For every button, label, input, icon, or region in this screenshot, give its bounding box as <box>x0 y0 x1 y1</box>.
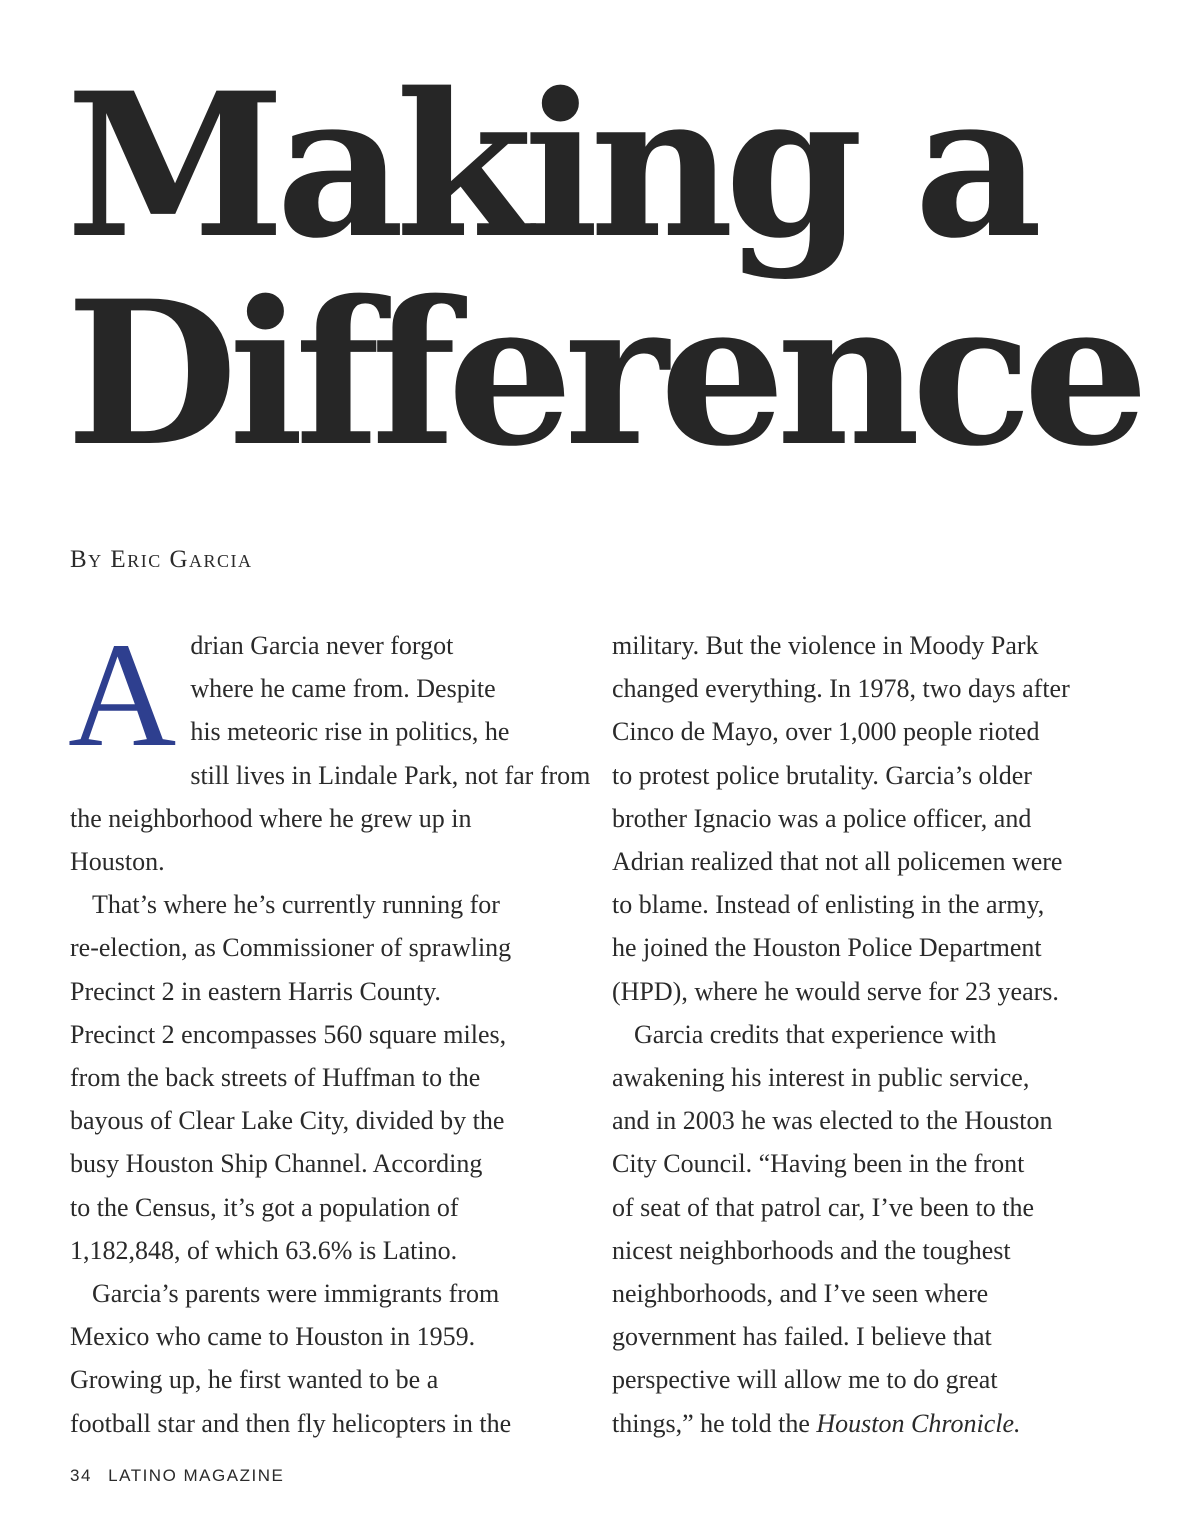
text-line: Mexico who came to Houston in 1959. <box>70 1322 476 1352</box>
text-fragment: things,” he told the <box>612 1408 817 1438</box>
headline-line-2: Difference <box>66 257 1141 490</box>
page-footer <box>70 1466 284 1486</box>
text-line: re-election, as Commissioner of sprawling <box>70 933 512 963</box>
text-line: 1,182,848, of which 63.6% is Latino. <box>70 1235 458 1265</box>
text-line: to the Census, it’s got a population of <box>70 1192 459 1222</box>
text-line: City Council. “Having been in the front <box>612 1149 1025 1179</box>
text-line: awakening his interest in public service, <box>612 1063 1030 1093</box>
text-line: military. But the violence in Moody Park <box>612 631 1039 660</box>
article-column-right <box>612 624 1132 1445</box>
text-line: Houston. <box>70 847 165 877</box>
text-line: still lives in Lindale Park, not far from <box>190 760 591 790</box>
paragraph <box>70 1272 570 1445</box>
text-line: neighborhoods, and I’ve seen where <box>612 1279 989 1309</box>
text-line: perspective will allow me to do great <box>612 1365 998 1395</box>
byline: By Eric Garcia <box>70 546 253 573</box>
text-line: changed everything. In 1978, two days after <box>612 674 1070 704</box>
text-line: from the back streets of Huffman to the <box>70 1063 481 1093</box>
page-number: 34 <box>70 1466 92 1485</box>
publication-name: Houston Chronicle. <box>816 1408 1021 1438</box>
text-line: Precinct 2 in eastern Harris County. <box>70 976 441 1006</box>
text-line: drian Garcia never forgot <box>190 631 454 660</box>
text-line: Growing up, he first wanted to be a <box>70 1365 439 1395</box>
text-line-last <box>612 1402 1132 1445</box>
text-line: bayous of Clear Lake City, divided by the <box>70 1106 505 1136</box>
paragraph <box>68 612 591 883</box>
headline <box>66 49 1186 490</box>
drop-cap: A <box>68 612 177 778</box>
text-line: brother Ignacio was a police officer, and <box>612 803 1032 833</box>
paragraph <box>70 883 570 1272</box>
headline-line-1: Making a <box>66 49 1034 282</box>
text-line: the neighborhood where he grew up in <box>70 803 472 833</box>
text-line: nicest neighborhoods and the toughest <box>612 1235 1011 1265</box>
text-line: his meteoric rise in politics, he <box>190 717 510 747</box>
text-line: Garcia credits that experience with <box>634 1019 997 1049</box>
text-line: government has failed. I believe that <box>612 1322 992 1352</box>
paragraph <box>612 624 1132 1013</box>
text-line: Garcia’s parents were immigrants from <box>92 1279 500 1309</box>
text-line: football star and then fly helicopters in the <box>70 1408 512 1438</box>
text-line: where he came from. Despite <box>190 674 496 704</box>
text-line: Cinco de Mayo, over 1,000 people rioted <box>612 717 1040 747</box>
text-line: Precinct 2 encompasses 560 square miles, <box>70 1019 507 1049</box>
text-line: busy Houston Ship Channel. According <box>70 1149 483 1179</box>
text-line: to protest police brutality. Garcia’s older <box>612 760 1032 790</box>
text-line: he joined the Houston Police Department <box>612 933 1042 963</box>
text-line: That’s where he’s currently running for <box>92 890 500 920</box>
publication-name-footer: LATINO MAGAZINE <box>108 1466 285 1485</box>
text-line: Adrian realized that not all policemen were <box>612 847 1063 877</box>
text-line: to blame. Instead of enlisting in the army, <box>612 890 1045 920</box>
text-line: of seat of that patrol car, I’ve been to the <box>612 1192 1034 1222</box>
text-line: (HPD), where he would serve for 23 years. <box>612 976 1059 1006</box>
article-column-left <box>68 612 591 1445</box>
paragraph <box>612 1013 1132 1445</box>
text-line: and in 2003 he was elected to the Houston <box>612 1106 1053 1136</box>
